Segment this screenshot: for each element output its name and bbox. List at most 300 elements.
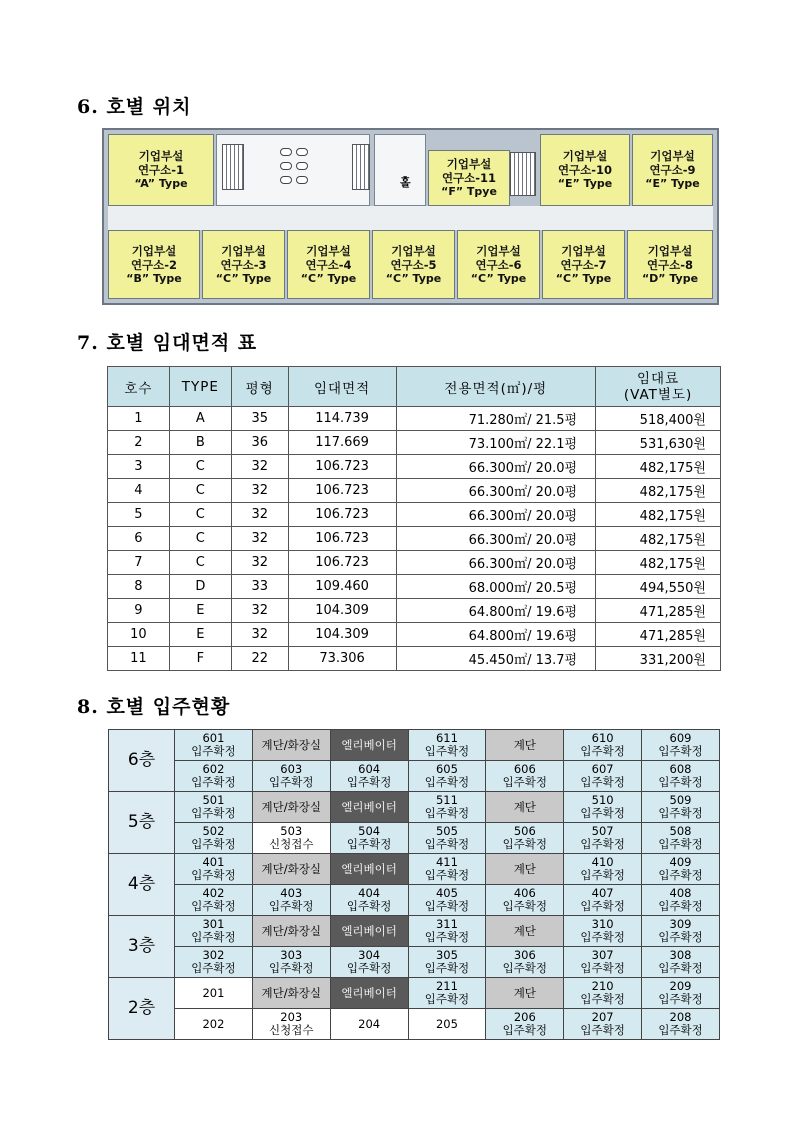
unit-status: 입주확정 [580, 930, 625, 944]
toilet-icon [280, 148, 292, 156]
cell-lease-area: 106.723 [288, 527, 396, 551]
unit-number: 409 [669, 855, 692, 869]
unit-cell [408, 854, 486, 885]
cell-pyeong: 32 [231, 599, 288, 623]
unit-number: 209 [669, 979, 692, 993]
unit-number: 엘리베이터 [341, 861, 397, 876]
unit-status: 입주확정 [580, 837, 625, 851]
unit-cell [564, 978, 642, 1009]
unit-cell [408, 823, 486, 854]
col-header-unit: 호수 [108, 367, 170, 407]
unit-status: 입주확정 [658, 961, 703, 975]
table-row [108, 527, 721, 551]
unit-number: 402 [202, 886, 225, 900]
room-7: 기업부설 연구소-7 “C” Type [542, 230, 625, 299]
unit-cell [175, 854, 253, 885]
unit-number: 계단 [513, 799, 536, 814]
unit-status: 입주확정 [191, 775, 236, 789]
unit-cell [564, 947, 642, 978]
unit-status: 입주확정 [502, 899, 548, 913]
unit-cell [175, 978, 253, 1009]
elevator-icon [352, 144, 370, 190]
unit-number: 엘리베이터 [341, 737, 397, 752]
unit-number: 403 [280, 886, 303, 900]
unit-number: 엘리베이터 [341, 923, 397, 938]
cell-pyeong: 33 [231, 575, 288, 599]
cell-type: C [169, 455, 231, 479]
toilet-icon [296, 176, 308, 184]
cell-lease-area: 109.460 [288, 575, 396, 599]
unit-cell [252, 823, 330, 854]
unit-status: 신청접수 [269, 1023, 314, 1037]
cell-unit: 2 [108, 431, 170, 455]
cell-exclusive-area: 66.300㎡/ 20.0평 [396, 551, 596, 575]
table-row [108, 407, 721, 431]
unit-status: 입주확정 [346, 899, 392, 913]
unit-cell [408, 761, 486, 792]
unit-status: 입주확정 [424, 744, 470, 758]
cell-rent: 331,200원 [596, 647, 721, 671]
cell-lease-area: 106.723 [288, 551, 396, 575]
unit-cell [642, 792, 720, 823]
unit-number: 308 [669, 948, 692, 962]
cell-exclusive-area: 64.800㎡/ 19.6평 [396, 623, 596, 647]
room-10: 기업부설 연구소-10 “E” Type [540, 134, 630, 206]
unit-status: 입주확정 [658, 775, 703, 789]
unit-status: 입주확정 [424, 961, 470, 975]
cell-rent: 482,175원 [596, 551, 721, 575]
cell-pyeong: 32 [231, 623, 288, 647]
unit-status: 입주확정 [658, 992, 703, 1006]
unit-status: 입주확정 [502, 1023, 548, 1037]
unit-number: 301 [202, 917, 225, 931]
cell-unit: 10 [108, 623, 170, 647]
cell-exclusive-area: 66.300㎡/ 20.0평 [396, 455, 596, 479]
stair-cell [486, 854, 564, 885]
unit-number: 계단/화장실 [261, 861, 321, 876]
floor-label: 4층 [109, 854, 175, 916]
unit-number: 601 [202, 731, 225, 745]
unit-number: 502 [202, 824, 225, 838]
cell-type: A [169, 407, 231, 431]
room-1: 기업부설 연구소-1 “A” Type [108, 134, 214, 206]
room-4: 기업부설 연구소-4 “C” Type [287, 230, 370, 299]
unit-number: 엘리베이터 [341, 985, 397, 1000]
unit-status: 입주확정 [580, 992, 625, 1006]
floor-row [109, 761, 720, 792]
unit-cell [564, 730, 642, 761]
unit-cell [642, 730, 720, 761]
cell-type: E [169, 623, 231, 647]
room-3: 기업부설 연구소-3 “C” Type [202, 230, 285, 299]
stair-restroom-cell [252, 916, 330, 947]
table-row [108, 455, 721, 479]
unit-cell [486, 947, 564, 978]
area-table [107, 366, 721, 671]
unit-number: 311 [435, 917, 458, 931]
stair-cell [486, 978, 564, 1009]
room-9: 기업부설 연구소-9 “E” Type [632, 134, 713, 206]
cell-lease-area: 106.723 [288, 503, 396, 527]
unit-status: 입주확정 [658, 806, 703, 820]
cell-pyeong: 35 [231, 407, 288, 431]
unit-number: 계단 [513, 861, 536, 876]
toilet-icon [296, 148, 308, 156]
unit-cell [408, 916, 486, 947]
stair-restroom-cell [252, 730, 330, 761]
stair-restroom-cell [252, 854, 330, 885]
unit-status: 입주확정 [191, 899, 236, 913]
unit-cell [408, 885, 486, 916]
unit-cell [486, 761, 564, 792]
unit-number: 계단 [513, 737, 536, 752]
floor-plan [102, 128, 719, 305]
unit-number: 610 [591, 731, 614, 745]
unit-cell [486, 885, 564, 916]
col-header-pyeong: 평형 [231, 367, 288, 407]
unit-status: 입주확정 [269, 775, 314, 789]
floor-label: 5층 [109, 792, 175, 854]
elevator-cell [330, 792, 408, 823]
cell-exclusive-area: 66.300㎡/ 20.0평 [396, 527, 596, 551]
unit-number: 407 [591, 886, 614, 900]
stair-restroom-cell [252, 792, 330, 823]
unit-number: 605 [435, 762, 458, 776]
unit-status: 입주확정 [502, 837, 548, 851]
unit-number: 203 [280, 1010, 303, 1024]
unit-number: 602 [202, 762, 225, 776]
col-header-rent [596, 367, 721, 407]
unit-status: 입주확정 [424, 992, 470, 1006]
col-header-type: TYPE [169, 367, 231, 407]
cell-unit: 9 [108, 599, 170, 623]
unit-cell [175, 916, 253, 947]
unit-cell [408, 1009, 486, 1040]
unit-status: 입주확정 [191, 806, 236, 820]
table-row [108, 503, 721, 527]
unit-number: 507 [591, 824, 614, 838]
unit-status: 입주확정 [502, 775, 548, 789]
cell-exclusive-area: 66.300㎡/ 20.0평 [396, 479, 596, 503]
unit-cell [330, 885, 408, 916]
unit-number: 계단/화장실 [261, 737, 321, 752]
unit-cell [642, 1009, 720, 1040]
room-8: 기업부설 연구소-8 “D” Type [627, 230, 713, 299]
stair-cell [486, 730, 564, 761]
unit-cell [642, 823, 720, 854]
unit-number: 504 [358, 824, 381, 838]
unit-number: 501 [202, 793, 225, 807]
cell-rent: 482,175원 [596, 479, 721, 503]
cell-lease-area: 104.309 [288, 623, 396, 647]
unit-cell [175, 947, 253, 978]
cell-lease-area: 73.306 [288, 647, 396, 671]
unit-status: 입주확정 [580, 961, 625, 975]
cell-exclusive-area: 71.280㎡/ 21.5평 [396, 407, 596, 431]
unit-number: 계단 [513, 923, 536, 938]
unit-cell [175, 823, 253, 854]
cell-type: F [169, 647, 231, 671]
room-2: 기업부설 연구소-2 “B” Type [108, 230, 200, 299]
floor-row [109, 916, 720, 947]
unit-number: 계단/화장실 [261, 923, 321, 938]
hall-label: 홀 [400, 176, 411, 189]
unit-number: 211 [435, 979, 458, 993]
unit-status: 입주확정 [580, 744, 625, 758]
unit-number: 404 [358, 886, 381, 900]
unit-cell [408, 730, 486, 761]
col-header-exclusive-area: 전용면적(㎡)/평 [396, 367, 596, 407]
unit-number: 511 [435, 793, 458, 807]
stair-restroom-cell [252, 978, 330, 1009]
unit-status: 입주확정 [580, 899, 625, 913]
section-title-area: 7. 호별 임대면적 표 [77, 332, 258, 354]
hall-area [374, 134, 426, 206]
cell-rent: 482,175원 [596, 503, 721, 527]
unit-number: 계단/화장실 [261, 799, 321, 814]
cell-lease-area: 106.723 [288, 455, 396, 479]
unit-number: 508 [669, 824, 692, 838]
floor-row [109, 947, 720, 978]
unit-status: 입주확정 [191, 744, 236, 758]
unit-number: 506 [513, 824, 536, 838]
stair-icon [510, 152, 536, 196]
unit-status: 입주확정 [580, 1023, 625, 1037]
unit-number: 411 [435, 855, 458, 869]
table-row [108, 479, 721, 503]
unit-number: 405 [435, 886, 458, 900]
unit-number: 509 [669, 793, 692, 807]
unit-status: 입주확정 [580, 775, 625, 789]
vat-note: (VAT별도) [623, 386, 693, 403]
cell-pyeong: 32 [231, 527, 288, 551]
unit-number: 406 [513, 886, 536, 900]
cell-pyeong: 32 [231, 551, 288, 575]
cell-type: C [169, 551, 231, 575]
unit-cell [330, 947, 408, 978]
cell-rent: 531,630원 [596, 431, 721, 455]
unit-cell [564, 792, 642, 823]
cell-type: C [169, 527, 231, 551]
cell-unit: 3 [108, 455, 170, 479]
unit-cell [642, 761, 720, 792]
unit-number: 604 [358, 762, 381, 776]
cell-unit: 1 [108, 407, 170, 431]
unit-cell [408, 978, 486, 1009]
cell-lease-area: 104.309 [288, 599, 396, 623]
cell-rent: 482,175원 [596, 527, 721, 551]
floor-row [109, 854, 720, 885]
cell-lease-area: 117.669 [288, 431, 396, 455]
corridor [108, 206, 713, 230]
unit-number: 310 [591, 917, 614, 931]
cell-type: B [169, 431, 231, 455]
cell-pyeong: 32 [231, 503, 288, 527]
cell-exclusive-area: 64.800㎡/ 19.6평 [396, 599, 596, 623]
unit-cell [175, 792, 253, 823]
unit-number: 201 [202, 985, 225, 1000]
elevator-cell [330, 978, 408, 1009]
unit-number: 208 [669, 1010, 692, 1024]
unit-number: 608 [669, 762, 692, 776]
cell-unit: 8 [108, 575, 170, 599]
room-5: 기업부설 연구소-5 “C” Type [372, 230, 455, 299]
cell-type: D [169, 575, 231, 599]
unit-number: 204 [358, 1016, 381, 1031]
unit-number: 210 [591, 979, 614, 993]
table-row [108, 551, 721, 575]
cell-exclusive-area: 73.100㎡/ 22.1평 [396, 431, 596, 455]
unit-cell [330, 1009, 408, 1040]
unit-cell [486, 823, 564, 854]
table-row [108, 623, 721, 647]
unit-number: 510 [591, 793, 614, 807]
table-header-row [108, 367, 721, 407]
cell-unit: 4 [108, 479, 170, 503]
unit-status: 입주확정 [658, 1023, 703, 1037]
room-6: 기업부설 연구소-6 “C” Type [457, 230, 540, 299]
cell-rent: 482,175원 [596, 455, 721, 479]
floor-row [109, 730, 720, 761]
table-row [108, 431, 721, 455]
unit-status: 입주확정 [658, 837, 703, 851]
unit-cell [175, 761, 253, 792]
unit-status: 신청접수 [269, 837, 314, 851]
cell-type: C [169, 503, 231, 527]
unit-number: 206 [513, 1010, 536, 1024]
cell-exclusive-area: 68.000㎡/ 20.5평 [396, 575, 596, 599]
floor-row [109, 885, 720, 916]
unit-number: 205 [435, 1016, 458, 1031]
unit-status: 입주확정 [346, 837, 392, 851]
unit-cell [564, 854, 642, 885]
floor-row [109, 978, 720, 1009]
unit-cell [252, 885, 330, 916]
unit-status: 입주확정 [191, 837, 236, 851]
cell-unit: 11 [108, 647, 170, 671]
unit-cell [408, 792, 486, 823]
unit-number: 606 [513, 762, 536, 776]
unit-number: 계단/화장실 [261, 985, 321, 1000]
unit-number: 207 [591, 1010, 614, 1024]
unit-number: 503 [280, 824, 303, 838]
unit-cell [642, 885, 720, 916]
section-title-occupancy: 8. 호별 입주현황 [77, 696, 231, 718]
unit-cell [564, 1009, 642, 1040]
floor-label: 3층 [109, 916, 175, 978]
unit-status: 입주확정 [424, 806, 470, 820]
unit-cell [642, 916, 720, 947]
cell-rent: 471,285원 [596, 623, 721, 647]
toilet-icon [280, 176, 292, 184]
cell-pyeong: 22 [231, 647, 288, 671]
unit-status: 입주확정 [658, 868, 703, 882]
unit-cell [642, 978, 720, 1009]
unit-status: 입주확정 [424, 775, 470, 789]
table-row [108, 647, 721, 671]
cell-unit: 6 [108, 527, 170, 551]
unit-cell [175, 1009, 253, 1040]
unit-cell [642, 947, 720, 978]
unit-status: 입주확정 [580, 806, 625, 820]
table-row [108, 599, 721, 623]
unit-number: 611 [435, 731, 458, 745]
unit-status: 입주확정 [424, 899, 470, 913]
unit-number: 엘리베이터 [341, 799, 397, 814]
unit-cell [252, 1009, 330, 1040]
unit-cell [564, 916, 642, 947]
cell-unit: 7 [108, 551, 170, 575]
cell-type: C [169, 479, 231, 503]
elevator-cell [330, 730, 408, 761]
unit-number: 309 [669, 917, 692, 931]
unit-number: 410 [591, 855, 614, 869]
unit-status: 입주확정 [346, 961, 392, 975]
unit-cell [175, 885, 253, 916]
floor-row [109, 823, 720, 854]
floor-label: 2층 [109, 978, 175, 1040]
unit-cell [564, 885, 642, 916]
unit-cell [252, 947, 330, 978]
unit-number: 계단 [513, 985, 536, 1000]
toilet-icon [296, 162, 308, 170]
section-title-location: 6. 호별 위치 [77, 96, 192, 118]
table-row [108, 575, 721, 599]
unit-number: 304 [358, 948, 381, 962]
unit-number: 607 [591, 762, 614, 776]
unit-status: 입주확정 [424, 837, 470, 851]
unit-cell [564, 761, 642, 792]
cell-unit: 5 [108, 503, 170, 527]
unit-cell [564, 823, 642, 854]
cell-exclusive-area: 45.450㎡/ 13.7평 [396, 647, 596, 671]
unit-status: 입주확정 [191, 930, 236, 944]
cell-rent: 494,550원 [596, 575, 721, 599]
unit-cell [642, 854, 720, 885]
elevator-cell [330, 916, 408, 947]
col-header-lease-area: 임대면적 [288, 367, 396, 407]
unit-number: 306 [513, 948, 536, 962]
unit-number: 303 [280, 948, 303, 962]
cell-exclusive-area: 66.300㎡/ 20.0평 [396, 503, 596, 527]
occupancy-table [108, 729, 720, 1040]
unit-status: 입주확정 [658, 930, 703, 944]
floor-row [109, 792, 720, 823]
unit-number: 302 [202, 948, 225, 962]
unit-status: 입주확정 [191, 961, 236, 975]
unit-cell [330, 761, 408, 792]
unit-cell [408, 947, 486, 978]
unit-status: 입주확정 [191, 868, 236, 882]
unit-cell [330, 823, 408, 854]
unit-number: 305 [435, 948, 458, 962]
unit-cell [486, 1009, 564, 1040]
floor-label: 6층 [109, 730, 175, 792]
unit-status: 입주확정 [658, 744, 703, 758]
unit-cell [252, 761, 330, 792]
unit-number: 603 [280, 762, 303, 776]
unit-cell [175, 730, 253, 761]
floor-row [109, 1009, 720, 1040]
toilet-icon [280, 162, 292, 170]
unit-number: 401 [202, 855, 225, 869]
cell-lease-area: 106.723 [288, 479, 396, 503]
unit-status: 입주확정 [269, 961, 314, 975]
unit-status: 입주확정 [502, 961, 548, 975]
unit-status: 입주확정 [658, 899, 703, 913]
unit-status: 입주확정 [580, 868, 625, 882]
unit-number: 202 [202, 1016, 225, 1031]
